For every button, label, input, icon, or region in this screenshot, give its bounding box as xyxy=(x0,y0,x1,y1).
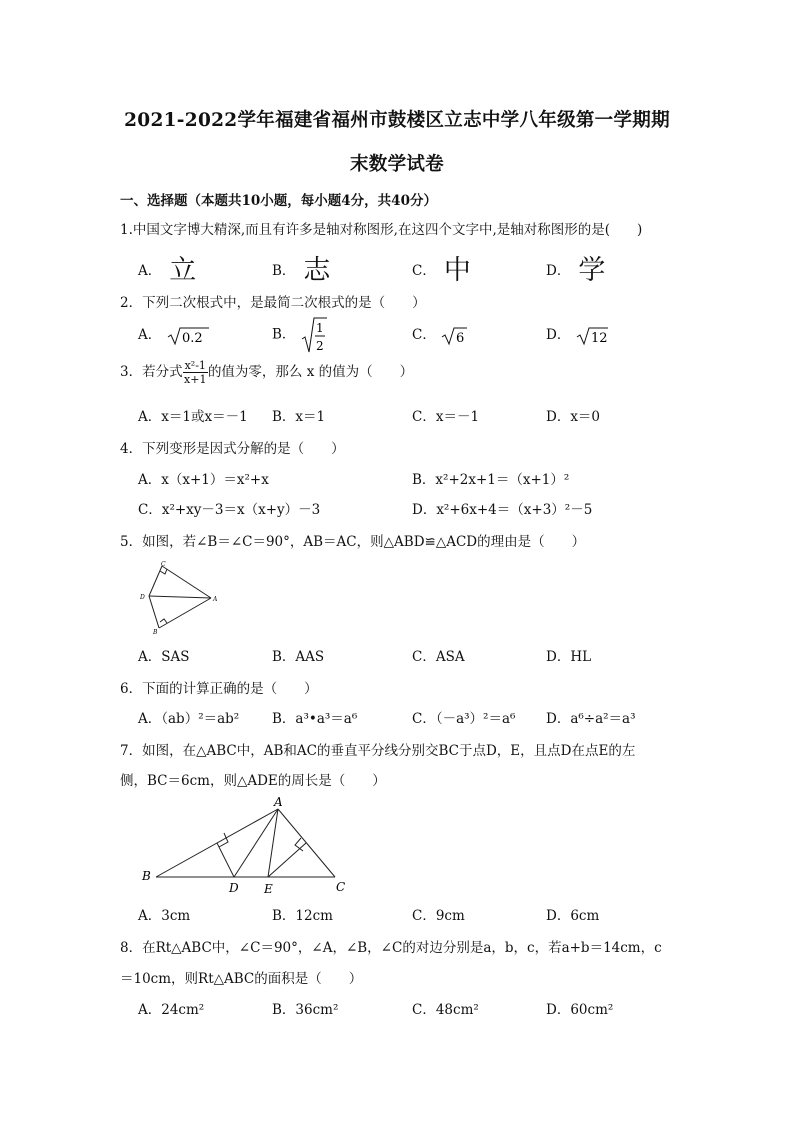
q1-option-c xyxy=(412,248,471,287)
q2-option-a-label: A． xyxy=(138,327,162,343)
q5-label-d: D xyxy=(140,594,145,601)
q2-option-d-label: D． xyxy=(546,327,571,343)
q4-option-d: D．x²+6x+4＝（x+3）²－5 xyxy=(412,502,593,518)
question-6-stem: 6．下面的计算正确的是（ ） xyxy=(120,681,318,697)
q3-option-d: D．x＝0 xyxy=(546,409,601,425)
q3-option-a: A．x＝1或x＝－1 xyxy=(138,409,248,425)
q2-option-d xyxy=(546,323,609,347)
q7-option-a: A．3cm xyxy=(138,908,191,924)
q3-stem-prefix: 3．若分式 xyxy=(120,364,183,380)
q7-option-c: C．9cm xyxy=(412,908,465,924)
q7-label-d: D xyxy=(229,881,239,895)
q1-option-b xyxy=(272,248,330,287)
q5-option-c: C．ASA xyxy=(412,649,465,665)
question-5-stem: 5．如图，若∠B＝∠C＝90°，AB＝AC，则△ABD≌△ACD的理由是（ ） xyxy=(120,534,586,550)
q8-option-a: A．24cm² xyxy=(138,1002,205,1018)
q2-option-b-label: B． xyxy=(272,326,296,343)
q3-stem-suffix: 的值为零，那么 x 的值为（ ） xyxy=(207,364,414,380)
q1-option-a-label: A． xyxy=(138,263,162,279)
q1-option-b-char: 志 xyxy=(303,255,331,286)
q2-radicand-a: 0.2 xyxy=(181,330,203,346)
question-7-stem-line-2: 侧，BC＝6cm，则△ADE的周长是（ ） xyxy=(120,773,386,789)
q7-label-c: C xyxy=(336,880,346,894)
q1-option-d-char: 学 xyxy=(578,255,606,286)
q2-radicand-b-num: 1 xyxy=(315,321,324,335)
q1-option-c-char: 中 xyxy=(443,255,471,286)
q1-option-d xyxy=(546,248,605,287)
q4-option-b: B．x²+2x+1＝（x+1）² xyxy=(412,472,570,488)
q2-radicand-d: 12 xyxy=(590,330,608,346)
q1-option-b-label: B． xyxy=(272,263,296,279)
q7-figure xyxy=(138,792,356,896)
q3-fraction-numerator: x²-1 xyxy=(184,359,206,372)
question-4-stem: 4．下列变形是因式分解的是（ ） xyxy=(120,441,345,457)
q3-fraction xyxy=(183,359,208,386)
section-heading: 一、选择题（本题共10小题，每小题4分，共40分） xyxy=(120,193,437,209)
question-7-stem-line-1: 7．如图，在△ABC中，AB和AC的垂直平分线分别交BC于点D，E，且点D在点E的左 xyxy=(120,743,636,759)
q7-option-b: B．12cm xyxy=(272,908,333,924)
q2-radical-d xyxy=(575,325,609,347)
q6-option-b: B．a³•a³＝a⁶ xyxy=(272,711,358,727)
q1-option-a xyxy=(138,248,196,287)
q2-radicand-c: 6 xyxy=(456,330,465,346)
q5-option-d: D．HL xyxy=(546,649,592,665)
q7-label-e: E xyxy=(264,882,273,896)
q5-label-b: B xyxy=(153,629,158,636)
q5-label-c: C xyxy=(161,561,166,568)
q6-option-c: C．（－a³）²＝a⁶ xyxy=(412,711,516,727)
q2-radical-a xyxy=(166,325,210,347)
q2-option-c xyxy=(412,323,468,347)
q2-option-c-label: C． xyxy=(412,327,436,343)
q6-option-a: A．（ab）²＝ab² xyxy=(138,711,240,727)
q7-label-a: A xyxy=(274,795,283,809)
question-2-stem: 2．下列二次根式中，是最简二次根式的是（ ） xyxy=(120,295,426,311)
q5-option-b: B．AAS xyxy=(272,649,325,665)
q5-figure xyxy=(140,560,222,636)
q7-option-d: D．6cm xyxy=(546,908,600,924)
q6-option-d: D．a⁶÷a²＝a³ xyxy=(546,711,636,727)
q8-option-d: D．60cm² xyxy=(546,1002,614,1018)
q2-option-b xyxy=(272,315,328,355)
q8-option-b: B．36cm² xyxy=(272,1002,339,1018)
question-1-stem: 1.中国文字博大精深,而且有许多是轴对称图形,在这四个文字中,是轴对称图形的是( ) xyxy=(120,222,643,238)
q2-radicand-b-den: 2 xyxy=(315,339,324,353)
title-line-2: 末数学试卷 xyxy=(349,154,444,175)
q1-option-d-label: D． xyxy=(546,263,571,279)
q5-label-a: A xyxy=(213,596,218,603)
q4-option-a: A．x（x+1）＝x²+x xyxy=(138,472,269,488)
q1-option-c-label: C． xyxy=(412,263,436,279)
q1-option-a-char: 立 xyxy=(169,255,197,286)
q7-label-b: B xyxy=(142,869,151,883)
q3-option-b: B．x＝1 xyxy=(272,409,326,425)
q3-option-c: C．x＝－1 xyxy=(412,409,480,425)
q5-option-a: A．SAS xyxy=(138,649,190,665)
question-8-stem-line-1: 8．在Rt△ABC中，∠C＝90°，∠A，∠B，∠C的对边分别是a，b，c，若a+b＝14cm，c xyxy=(120,940,662,956)
q2-radical-b xyxy=(300,315,328,355)
q8-option-c: C．48cm² xyxy=(412,1002,479,1018)
title-line-1: 2021-2022学年福建省福州市鼓楼区立志中学八年级第一学期期 xyxy=(124,110,670,131)
question-3-stem xyxy=(120,359,413,386)
q2-option-a xyxy=(138,323,210,347)
q4-option-c: C．x²+xy－3＝x（x+y）－3 xyxy=(138,502,321,518)
q3-fraction-denominator: x+1 xyxy=(184,373,207,386)
question-8-stem-line-2: ＝10cm，则Rt△ABC的面积是（ ） xyxy=(120,971,363,987)
q2-radical-c xyxy=(440,325,468,347)
